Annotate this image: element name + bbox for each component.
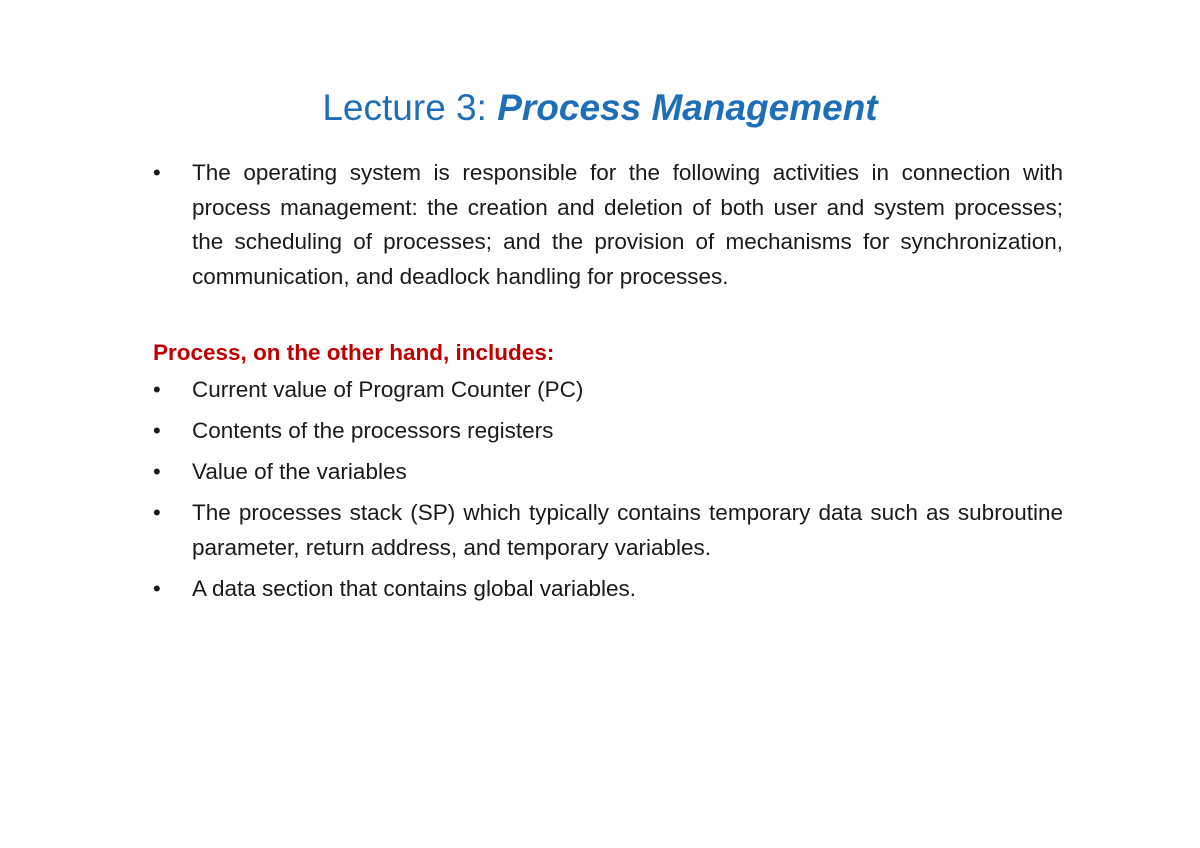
bullet-marker: •: [153, 500, 161, 525]
bullet-marker: •: [153, 160, 161, 185]
intro-paragraph: [153, 156, 1063, 294]
includes-heading: Process, on the other hand, includes:: [153, 340, 555, 365]
bullet-marker: •: [153, 576, 161, 601]
list-item: [153, 571, 1063, 606]
title-emphasis: Process Management: [497, 87, 878, 128]
list-item-text: Current value of Program Counter (PC): [192, 377, 584, 402]
list-item-text: The processes stack (SP) which typically contains temporary data such as subroutine parameter, return address, and temporary variables.: [192, 500, 1063, 560]
list-item-text: Value of the variables: [192, 459, 407, 484]
title-prefix: Lecture 3:: [322, 87, 498, 128]
bullet-marker: •: [153, 459, 161, 484]
slide-title: [0, 84, 1200, 132]
list-item-text: Contents of the processors registers: [192, 418, 554, 443]
list-item: [153, 413, 1063, 448]
includes-list: [153, 372, 1063, 606]
list-item: [153, 495, 1063, 565]
slide-content: [153, 156, 1063, 612]
intro-text: The operating system is responsible for the following activities in connection with process management: the creation and deletion of both user and system processes; the scheduling of processes; and the provision of mechanisms for synchronization, communication, and deadlock handling for processes.: [192, 160, 1063, 289]
list-item-text: A data section that contains global variables.: [192, 576, 637, 601]
list-item: [153, 372, 1063, 407]
list-item: [153, 454, 1063, 489]
bullet-marker: •: [153, 418, 161, 443]
bullet-marker: •: [153, 377, 161, 402]
